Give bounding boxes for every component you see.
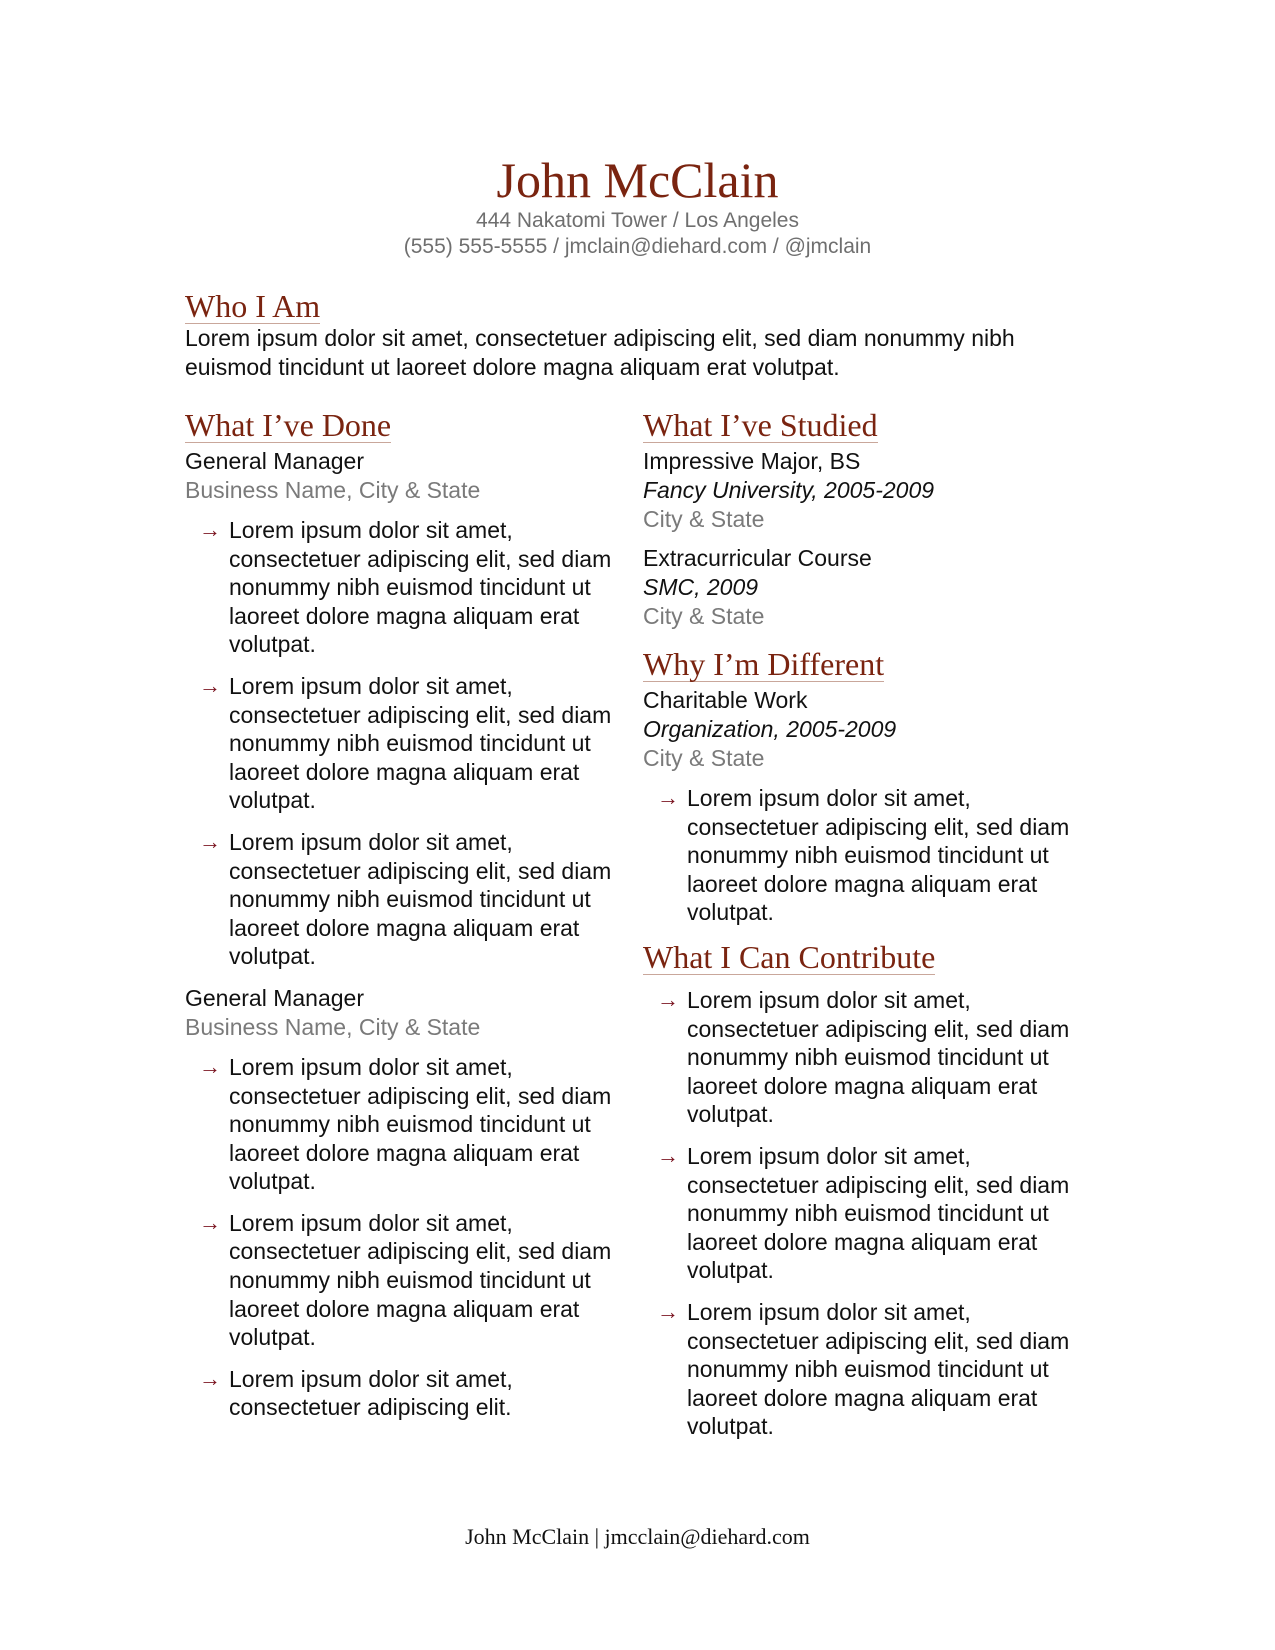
right-column bbox=[643, 408, 1083, 1454]
list-item bbox=[185, 516, 625, 659]
bullet-text: Lorem ipsum dolor sit amet, consectetuer adipiscing elit, sed diam nonummy nibh euismod tincidunt ut laoreet dolore magna aliquam erat volutpat. bbox=[229, 1209, 612, 1351]
page-footer: John McClain | jmcclain@diehard.com bbox=[465, 1524, 810, 1549]
right-arrow-icon: → bbox=[199, 1209, 221, 1235]
bullet-list bbox=[185, 1053, 625, 1422]
bullet-text: Lorem ipsum dolor sit amet, consectetuer adipiscing elit. bbox=[229, 1365, 513, 1421]
bullet-text: Lorem ipsum dolor sit amet, consectetuer adipiscing elit, sed diam nonummy nibh euismod tincidunt ut laoreet dolore magna aliquam erat volutpat. bbox=[229, 1053, 612, 1195]
list-item bbox=[185, 828, 625, 971]
section-title-what-i-can-contribute: What I Can Contribute bbox=[643, 938, 936, 975]
resume-header bbox=[0, 152, 1275, 260]
bullet-text: Lorem ipsum dolor sit amet, consectetuer adipiscing elit, sed diam nonummy nibh euismod tincidunt ut laoreet dolore magna aliquam erat volutpat. bbox=[687, 1298, 1070, 1440]
list-item bbox=[643, 1142, 1083, 1285]
left-column bbox=[185, 408, 625, 1435]
education-title: Extracurricular Course bbox=[643, 545, 872, 571]
education-institution: Fancy University, 2005-2009 bbox=[643, 477, 935, 503]
right-arrow-icon: → bbox=[199, 1053, 221, 1079]
job-title: General Manager bbox=[185, 984, 364, 1011]
right-arrow-icon: → bbox=[657, 1142, 679, 1168]
activity-location: City & State bbox=[643, 745, 765, 771]
activity-organization: Organization, 2005-2009 bbox=[643, 716, 897, 742]
list-item bbox=[643, 784, 1083, 927]
list-item bbox=[643, 1298, 1083, 1441]
candidate-name: John McClain bbox=[496, 152, 779, 208]
right-arrow-icon: → bbox=[657, 986, 679, 1012]
right-arrow-icon: → bbox=[657, 1298, 679, 1324]
right-arrow-icon: → bbox=[657, 785, 679, 810]
education-entry bbox=[643, 544, 1083, 631]
bullet-text: Lorem ipsum dolor sit amet, consectetuer adipiscing elit, sed diam nonummy nibh euismod tincidunt ut laoreet dolore magna aliquam erat volutpat. bbox=[687, 986, 1070, 1128]
contact-line: (555) 555-5555 / jmclain@diehard.com / @jmclain bbox=[403, 235, 872, 258]
right-arrow-icon: → bbox=[199, 672, 221, 698]
education-location: City & State bbox=[643, 603, 765, 629]
address-line: 444 Nakatomi Tower / Los Angeles bbox=[476, 209, 799, 232]
bullet-text: Lorem ipsum dolor sit amet, consectetuer adipiscing elit, sed diam nonummy nibh euismod tincidunt ut laoreet dolore magna aliquam erat volutpat. bbox=[687, 785, 1070, 926]
activity-title: Charitable Work bbox=[643, 687, 808, 713]
education-entry bbox=[643, 447, 1083, 534]
list-item bbox=[185, 1053, 625, 1196]
right-arrow-icon: → bbox=[199, 828, 221, 854]
education-title: Impressive Major, BS bbox=[643, 448, 861, 474]
bullet-text: Lorem ipsum dolor sit amet, consectetuer adipiscing elit, sed diam nonummy nibh euismod tincidunt ut laoreet dolore magna aliquam erat volutpat. bbox=[229, 828, 612, 970]
right-arrow-icon: → bbox=[199, 517, 221, 542]
bullet-list bbox=[643, 986, 1083, 1441]
section-title-what-ive-done: What I’ve Done bbox=[185, 407, 392, 443]
bullet-list bbox=[185, 516, 625, 971]
section-title-why-im-different: Why I’m Different bbox=[643, 646, 885, 682]
activity-entry bbox=[643, 686, 1083, 927]
job-subtitle: Business Name, City & State bbox=[185, 477, 481, 503]
bullet-text: Lorem ipsum dolor sit amet, consectetuer adipiscing elit, sed diam nonummy nibh euismod tincidunt ut laoreet dolore magna aliquam erat volutpat. bbox=[229, 517, 612, 658]
list-item bbox=[185, 1365, 625, 1422]
section-title-what-ive-studied: What I’ve Studied bbox=[643, 407, 878, 443]
who-i-am-text: Lorem ipsum dolor sit amet, consectetuer adipiscing elit, sed diam nonummy nibh euismod tincidunt ut laoreet dolore magna aliquam erat volutpat. bbox=[185, 325, 1015, 380]
job-entry bbox=[185, 447, 625, 971]
education-institution: SMC, 2009 bbox=[643, 574, 759, 600]
bullet-text: Lorem ipsum dolor sit amet, consectetuer adipiscing elit, sed diam nonummy nibh euismod tincidunt ut laoreet dolore magna aliquam erat volutpat. bbox=[687, 1142, 1070, 1284]
job-title: General Manager bbox=[185, 448, 364, 474]
list-item bbox=[643, 986, 1083, 1129]
job-entry bbox=[185, 984, 625, 1422]
section-title-who-i-am: Who I Am bbox=[185, 288, 321, 324]
list-item bbox=[185, 672, 625, 815]
who-i-am-section bbox=[185, 289, 1085, 382]
bullet-list bbox=[643, 784, 1083, 927]
education-location: City & State bbox=[643, 506, 765, 532]
right-arrow-icon: → bbox=[199, 1365, 221, 1391]
bullet-text: Lorem ipsum dolor sit amet, consectetuer adipiscing elit, sed diam nonummy nibh euismod tincidunt ut laoreet dolore magna aliquam erat volutpat. bbox=[229, 672, 612, 814]
list-item bbox=[185, 1209, 625, 1352]
job-subtitle: Business Name, City & State bbox=[185, 1013, 481, 1040]
